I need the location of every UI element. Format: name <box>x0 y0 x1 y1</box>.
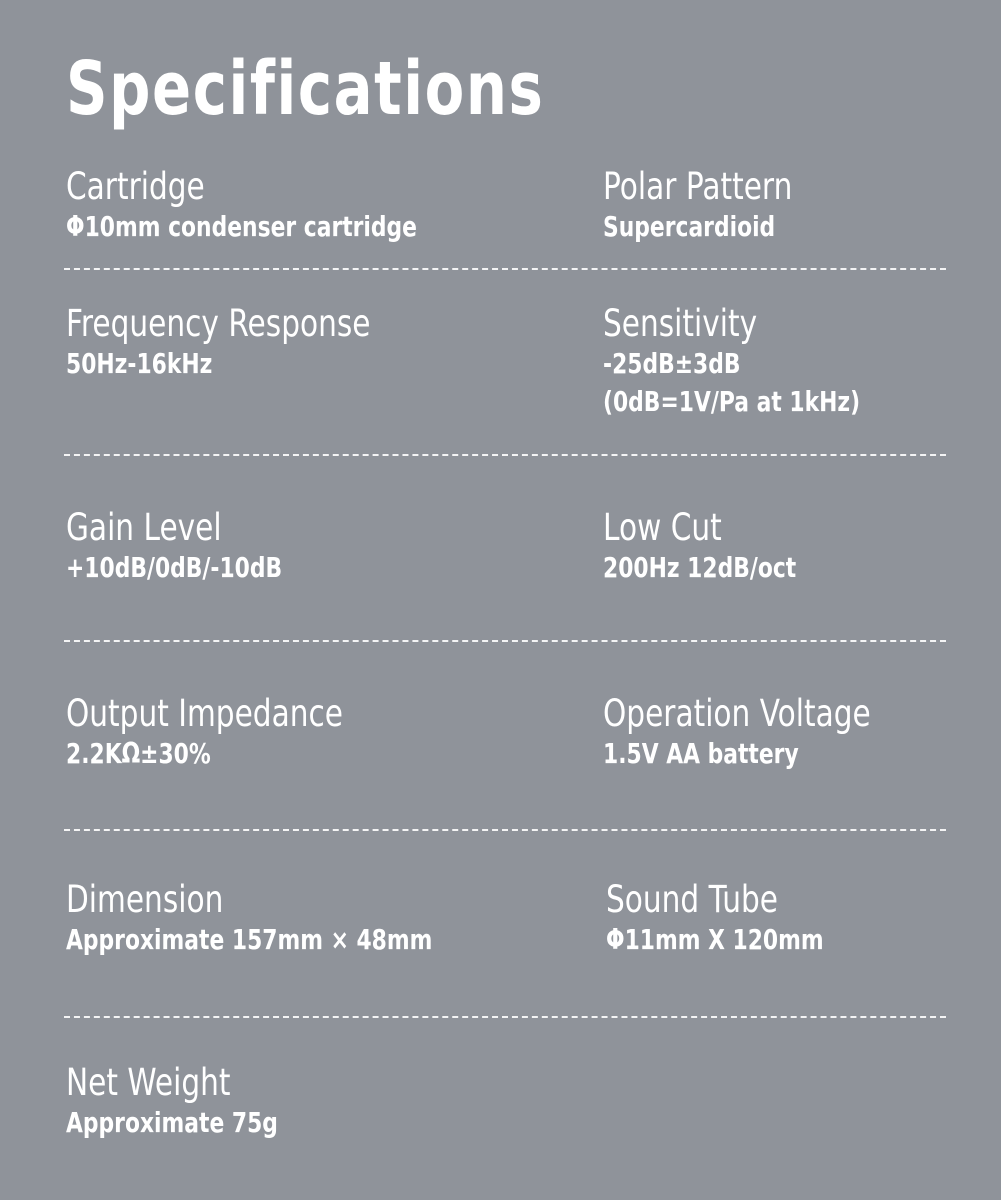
spec-sensitivity <box>603 303 933 421</box>
section-divider <box>64 640 946 642</box>
spec-frequency-response <box>66 303 447 383</box>
spec-value: 50Hz-16kHz <box>66 347 213 380</box>
section-divider <box>64 454 946 456</box>
spec-label: Frequency Response <box>66 302 371 345</box>
spec-value: 200Hz 12dB/oct <box>603 551 797 584</box>
spec-cartridge <box>66 166 516 246</box>
section-divider <box>64 829 946 831</box>
spec-value: 2.2KΩ±30% <box>66 737 211 770</box>
spec-label: Operation Voltage <box>603 692 871 735</box>
spec-label: Dimension <box>66 878 224 921</box>
spec-value: Approximate 157mm × 48mm <box>66 923 433 956</box>
spec-net-weight <box>66 1062 338 1142</box>
page-title: Specifications <box>66 46 545 132</box>
section-divider <box>64 268 946 270</box>
spec-value: Supercardioid <box>603 210 776 243</box>
spec-value: +10dB/0dB/-10dB <box>66 551 283 584</box>
spec-value: Φ10mm condenser cartridge <box>66 210 417 243</box>
spec-value: -25dB±3dB <box>603 347 741 380</box>
spec-label: Gain Level <box>66 506 222 549</box>
spec-label: Polar Pattern <box>603 165 793 208</box>
spec-value-note: (0dB=1V/Pa at 1kHz) <box>603 385 861 418</box>
spec-dimension <box>66 879 536 959</box>
spec-value: Φ11mm X 120mm <box>606 923 824 956</box>
spec-low-cut <box>603 507 851 587</box>
spec-label: Cartridge <box>66 165 205 208</box>
spec-operation-voltage <box>603 693 938 773</box>
spec-label: Sound Tube <box>606 878 778 921</box>
spec-value: Approximate 75g <box>66 1106 278 1139</box>
section-divider <box>64 1016 946 1018</box>
spec-label: Net Weight <box>66 1061 231 1104</box>
spec-sound-tube <box>606 879 885 959</box>
spec-value: 1.5V AA battery <box>603 737 799 770</box>
spec-polar-pattern <box>603 166 840 246</box>
spec-label: Output Impedance <box>66 692 343 735</box>
spec-label: Low Cut <box>603 506 722 549</box>
spec-gain-level <box>66 507 343 587</box>
spec-label: Sensitivity <box>603 302 758 345</box>
spec-output-impedance <box>66 693 412 773</box>
